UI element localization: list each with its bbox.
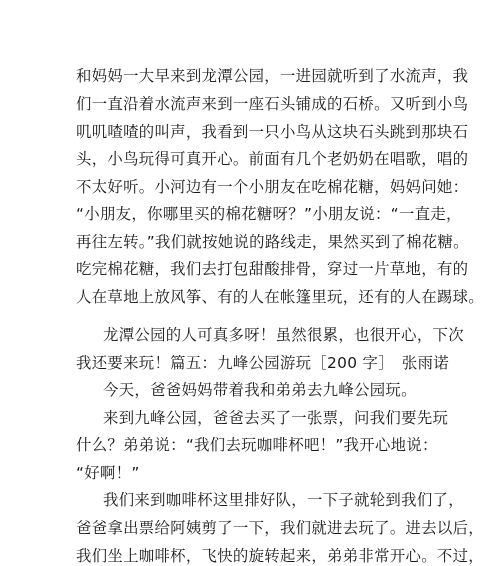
text-line-17: 爸爸拿出票给阿姨剪了一下，我们就进去玩了。进去以后，	[76, 519, 484, 537]
text-line-15: “好啊！”	[76, 464, 140, 482]
text-line-9: 人在草地上放风筝、有的人在帐篷里玩，还有的人在踢球。	[76, 288, 484, 306]
text-line-10: 龙潭公园的人可真多呀！虽然很累，也很开心，下次	[103, 326, 464, 344]
text-line-7: 再往左转。”我们就按她说的路线走，果然买到了棉花糖。	[76, 233, 469, 251]
text-line-4: 头，小鸟玩得可真开心。前面有几个老奶奶在唱歌，唱的	[76, 150, 469, 168]
text-line-5: 不太好听。小河边有一个小朋友在吃棉花糖，妈妈问她：	[76, 178, 469, 196]
text-line-13: 来到九峰公园，爸爸去买了一张票，问我们要先玩	[103, 409, 449, 427]
text-line-16: 我们来到咖啡杯这里排好队，一下子就轮到我们了，	[103, 491, 464, 509]
text-line-1: 和妈妈一大早来到龙潭公园，一进园就听到了水流声，我	[76, 67, 469, 85]
text-line-3: 叽叽喳喳的叫声，我看到一只小鸟从这块石头跳到那块石	[76, 123, 469, 141]
text-line-6: “小朋友，你哪里买的棉花糖呀？”小朋友说：“一直走，	[76, 205, 462, 223]
text-line-12: 今天，爸爸妈妈带着我和弟弟去九峰公园玩。	[103, 381, 417, 399]
text-line-8: 吃完棉花糖，我们去打包甜酸排骨，穿过一片草地，有的	[76, 260, 469, 278]
text-line-2: 们一直沿着水流声来到一座石头铺成的石桥。又听到小鸟	[76, 95, 469, 113]
text-line-11: 我还要来玩！篇五：九峰公园游玩［200 字］ 张雨诺	[76, 354, 449, 372]
text-line-14: 什么？弟弟说：“我们去玩咖啡杯吧！”我开心地说：	[76, 436, 438, 454]
text-line-18: 我们坐上咖啡杯，飞快的旋转起来，弟弟非常开心。不过，	[76, 547, 484, 565]
